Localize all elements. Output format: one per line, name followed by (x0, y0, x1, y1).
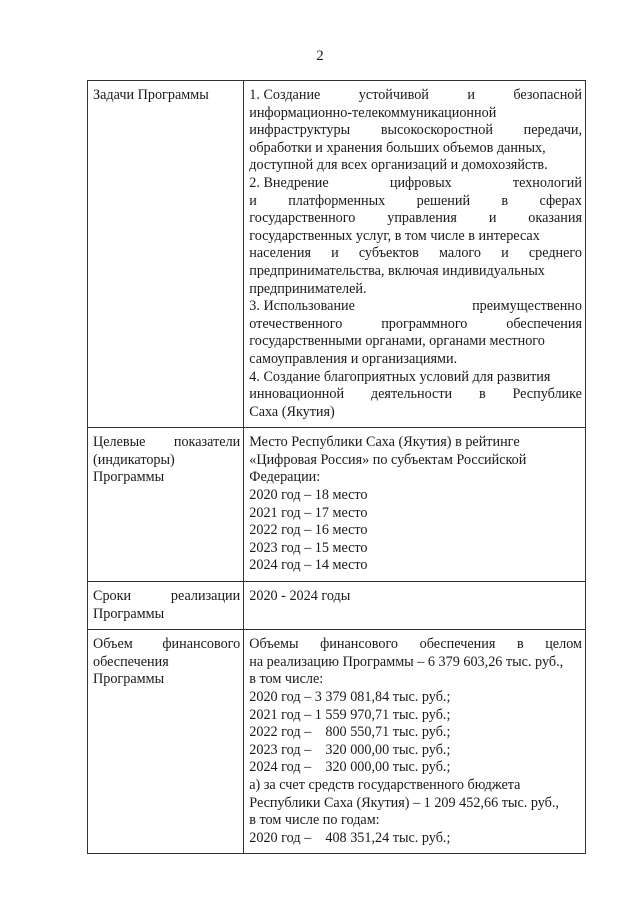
text-line: Саха (Якутия) (249, 403, 335, 420)
text-line: 2024 год – 14 место (249, 557, 368, 574)
text-chunk: и (467, 87, 475, 103)
text-line: самоуправления и организациями. (249, 350, 458, 367)
text-chunk: решений (416, 192, 471, 209)
text-chunk: инновационной (249, 386, 345, 403)
text-line (249, 245, 582, 263)
text-line: Республики Саха (Якутия) – 1 209 452,66 тыс. руб., (249, 794, 559, 811)
text-line: предпринимателей. (249, 280, 367, 297)
text-line (249, 636, 582, 654)
text-line (249, 193, 582, 211)
terms-label (88, 582, 244, 630)
text-line: 2023 год – 320 000,00 тыс. руб.; (249, 741, 451, 758)
text-line: 2021 год – 17 место (249, 504, 368, 521)
page-number: 2 (316, 48, 324, 64)
text-chunk: цифровых (389, 174, 452, 191)
text-line: государственными органами, органами местного (249, 333, 545, 350)
text-chunk: 1. Создание (249, 87, 321, 103)
text-line: информационно-телекоммуникационной (249, 104, 497, 121)
text-chunk: безопасной (513, 87, 582, 103)
program-passport-table (87, 80, 586, 854)
text-chunk: малого (438, 245, 481, 262)
text-line (93, 588, 240, 606)
text-chunk: управления (387, 210, 457, 227)
text-chunk: в (501, 192, 509, 209)
text-chunk: и (249, 192, 257, 209)
text-chunk: устойчивой (358, 87, 429, 103)
text-chunk: показатели (173, 434, 241, 451)
text-line (249, 316, 582, 334)
indicators-value (244, 428, 586, 582)
text-line (93, 434, 240, 452)
table-row-tasks (88, 81, 586, 428)
text-chunk: инфраструктуры (249, 122, 351, 139)
text-line: государственных услуг, в том числе в интересах (249, 227, 540, 244)
financing-value (244, 630, 586, 854)
text-chunk: реализации (170, 588, 241, 605)
text-line: (индикаторы) (93, 451, 175, 468)
text-chunk: и (501, 245, 509, 262)
indicators-text (249, 434, 582, 575)
financing-label (88, 630, 244, 854)
text-chunk: и (488, 210, 497, 227)
text-chunk: Республике (512, 386, 582, 403)
text-chunk: платформенных (288, 192, 386, 209)
text-chunk: преимущественно (472, 298, 582, 315)
text-line: 2022 год – 800 550,71 тыс. руб.; (249, 724, 451, 741)
text-chunk: технологий (512, 174, 582, 191)
text-line (93, 636, 240, 654)
terms-value (244, 582, 586, 630)
table-row-indicators (88, 428, 586, 582)
text-chunk: Объем (93, 636, 133, 653)
text-chunk: государственного (249, 210, 356, 227)
text-line: а) за счет средств государственного бюджета (249, 776, 521, 793)
text-chunk: 2. Внедрение (249, 174, 329, 191)
text-chunk: передачи, (523, 122, 582, 139)
text-line: 2024 год – 320 000,00 тыс. руб.; (249, 759, 451, 776)
text-chunk: финансового (162, 636, 241, 653)
text-line: 2020 год – 18 место (249, 487, 368, 504)
text-chunk: населения (249, 245, 311, 262)
text-line: Место Республики Саха (Якутия) в рейтинге (249, 434, 520, 451)
tasks-label (88, 81, 244, 428)
financing-text (249, 636, 582, 847)
text-chunk: обеспечения (419, 636, 496, 653)
text-line: 2021 год – 1 559 970,71 тыс. руб.; (249, 706, 451, 723)
text-line: Федерации: (249, 469, 321, 486)
indicators-label-text (93, 434, 240, 487)
text-chunk: высокоскоростной (380, 122, 493, 139)
text-line: Программы (93, 605, 165, 622)
text-line (249, 298, 582, 316)
text-line: Программы (93, 469, 165, 486)
text-chunk: Целевые (93, 434, 146, 451)
text-line: обработки и хранения больших объемов данных, (249, 139, 546, 156)
text-chunk: сферах (539, 192, 582, 209)
text-line: в том числе по годам: (249, 812, 380, 829)
terms-label-text (93, 588, 240, 623)
text-line: предпринимательства, включая индивидуальных (249, 262, 545, 279)
text-line (249, 122, 582, 140)
text-chunk: Сроки (93, 588, 132, 605)
table-row-financing (88, 630, 586, 854)
text-chunk: отечественного (249, 315, 343, 332)
text-chunk: деятельности (370, 386, 453, 403)
tasks-label-text: Задачи Программы (93, 87, 209, 103)
text-line: Программы (93, 671, 165, 688)
terms-value-text: 2020 - 2024 годы (249, 588, 351, 605)
text-line (249, 386, 582, 404)
text-chunk: в (478, 386, 486, 403)
text-line: 2020 год – 408 351,24 тыс. руб.; (249, 829, 451, 846)
text-line (249, 87, 582, 105)
financing-label-text (93, 636, 240, 689)
text-chunk: Объемы (249, 636, 299, 653)
text-line (249, 210, 582, 228)
text-line: обеспечения (93, 653, 169, 670)
tasks-value (244, 81, 586, 428)
text-line: 2023 год – 15 место (249, 539, 368, 556)
text-chunk: финансового (320, 636, 399, 653)
text-chunk: программного (381, 315, 468, 332)
text-chunk: и (331, 245, 339, 262)
text-chunk: в (516, 636, 524, 653)
text-chunk: субъектов (358, 245, 419, 262)
text-chunk: обеспечения (506, 315, 582, 332)
text-chunk: целом (545, 636, 582, 653)
text-chunk: оказания (528, 210, 582, 227)
tasks-text (249, 87, 582, 421)
text-line: в том числе: (249, 671, 324, 688)
text-chunk: 3. Использование (249, 298, 355, 315)
text-line: 2020 год – 3 379 081,84 тыс. руб.; (249, 689, 451, 705)
text-chunk: среднего (528, 245, 582, 262)
table-row-terms (88, 582, 586, 630)
text-line (249, 175, 582, 193)
text-line: «Цифровая Россия» по субъектам Российской (249, 451, 527, 468)
text-line: 4. Создание благоприятных условий для развития (249, 368, 551, 385)
text-line: на реализацию Программы – 6 379 603,26 тыс. руб., (249, 653, 564, 670)
text-line: доступной для всех организаций и домохозяйств. (249, 157, 548, 174)
indicators-label (88, 428, 244, 582)
text-line: 2022 год – 16 место (249, 522, 368, 539)
